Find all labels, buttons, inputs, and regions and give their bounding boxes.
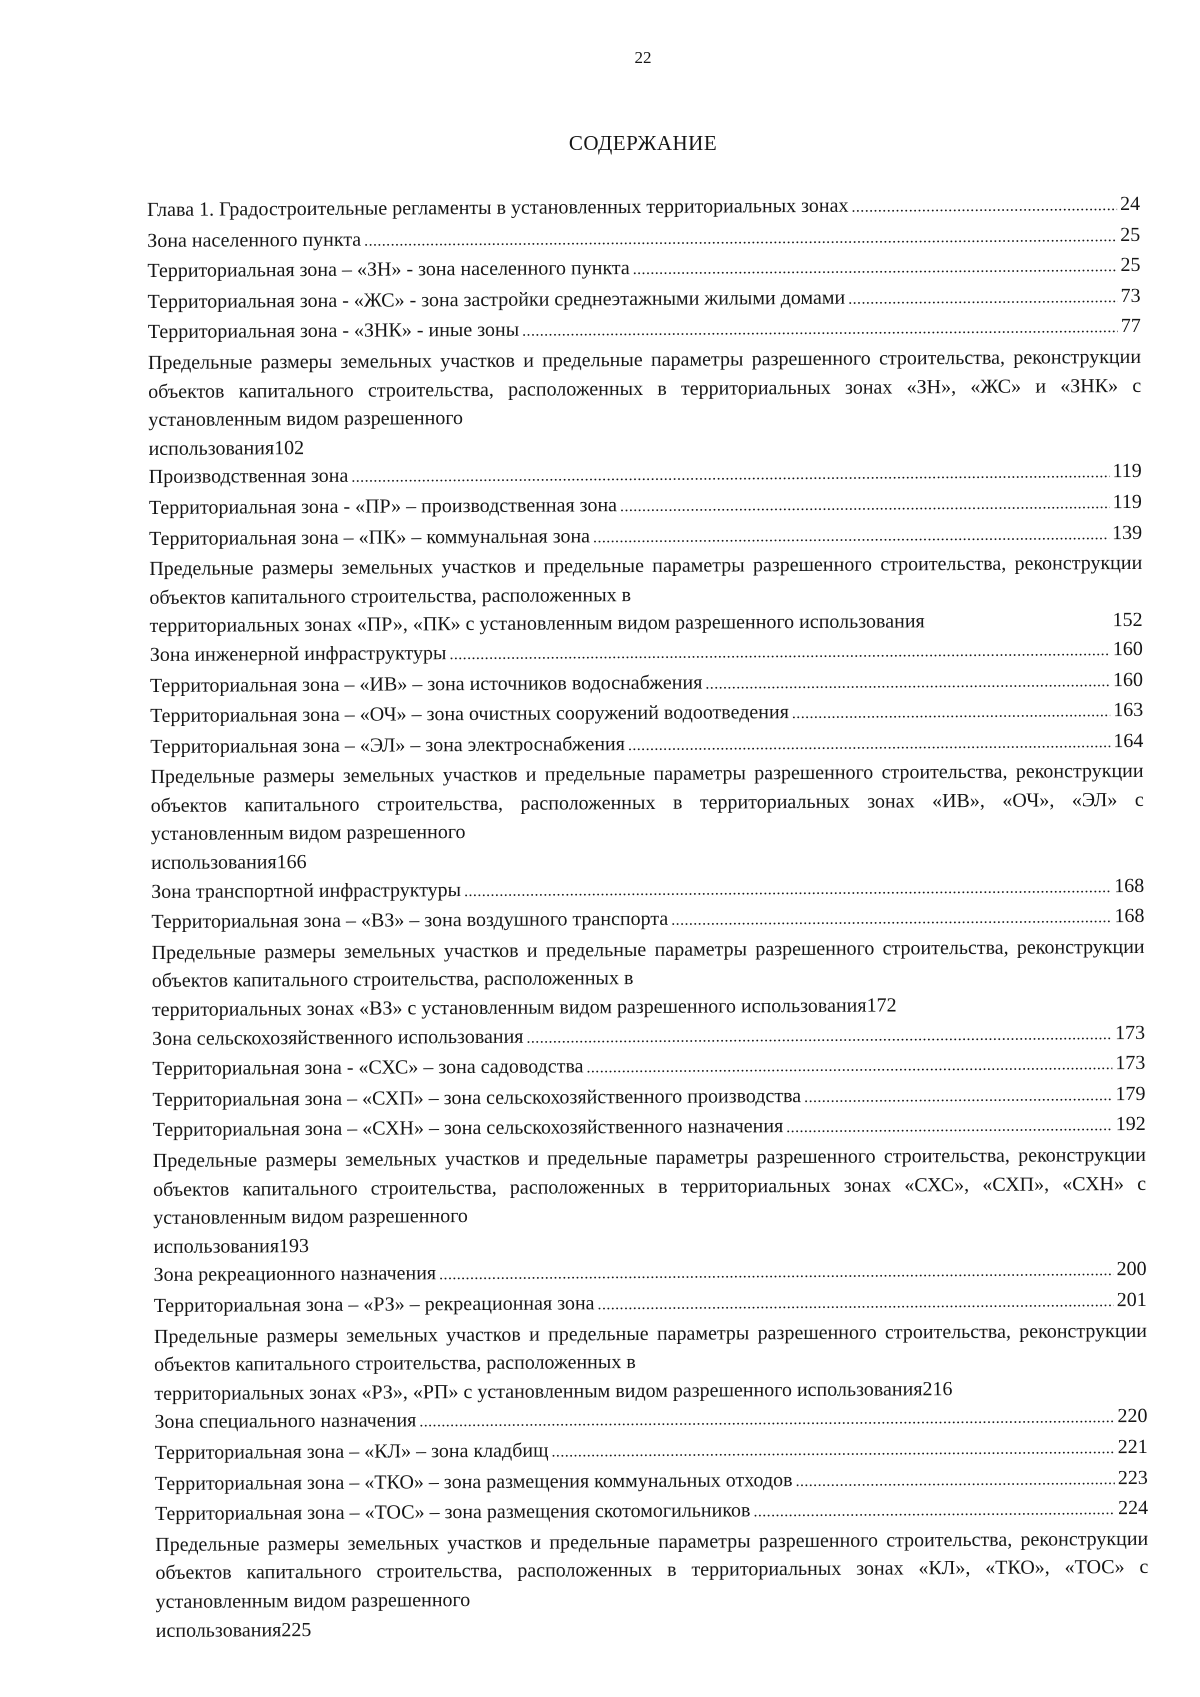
toc-entry <box>149 457 1142 494</box>
toc-entry-title: Глава 1. Градостроительные регламенты в установленных территориальных зонах <box>147 194 849 221</box>
toc-entry-page: 25 <box>1120 254 1141 277</box>
page-number: 22 <box>634 48 652 67</box>
toc-entry-long <box>155 1525 1149 1645</box>
toc-entry-title-end: использования <box>148 436 275 460</box>
toc-entry-page: 179 <box>1115 1082 1146 1105</box>
toc-entry <box>150 696 1143 733</box>
toc-leader-dots <box>439 1257 1114 1290</box>
toc-leader-dots <box>633 253 1118 285</box>
toc-entry-title: Предельные размеры земельных участков и предельные параметры разрешенного строительства, реконструкции объектов капитального строительства, расположенных в <box>153 1319 1148 1377</box>
toc-entry-title: Территориальная зона – «ТКО» – зона размещения коммунальных отходов <box>154 1468 793 1495</box>
toc-entry-title: Территориальная зона – «ИВ» – зона источников водоснабжения <box>149 671 703 697</box>
toc-entry-title: Территориальная зона - «СХС» – зона садоводства <box>152 1055 584 1081</box>
toc-leader-dots <box>628 729 1111 761</box>
toc-entry <box>149 488 1142 525</box>
toc-entry-page: 192 <box>1115 1113 1146 1136</box>
toc-entry-page: 77 <box>1120 315 1141 338</box>
toc-entry-long <box>149 549 1143 641</box>
toc-entry-page: 220 <box>1117 1405 1148 1428</box>
toc-entry-title: Территориальная зона – «СХП» – зона сельскохозяйственного производства <box>152 1084 802 1111</box>
toc-entry-title: Территориальная зона - «ЖС» - зона застройки среднеэтажными жилыми домами <box>147 286 846 313</box>
toc-entry-page: 200 <box>1116 1258 1147 1281</box>
toc-leader-dots <box>593 521 1109 553</box>
toc-title: СОДЕРЖАНИЕ <box>568 131 718 155</box>
toc-entry-title: Территориальная зона – «ОЧ» – зона очистных сооружений водоотведения <box>150 701 789 728</box>
toc-entry-page: 221 <box>1117 1435 1148 1459</box>
toc-entry-title-end: территориальных зонах «ПР», «ПК» с установленным видом разрешенного использования <box>149 610 925 638</box>
toc-entry-title: Территориальная зона - «ЗНК» - иные зоны <box>147 319 520 344</box>
toc-entry <box>150 635 1143 672</box>
toc-entry-page: 164 <box>1113 729 1144 752</box>
toc-leader-dots <box>671 904 1111 935</box>
toc-entry-page: 139 <box>1112 521 1143 544</box>
toc-entry-title-end: территориальных зонах «РЗ», «РП» с установленным видом разрешенного использования <box>154 1378 923 1405</box>
toc-entry-title: Территориальная зона – «РЗ» – рекреационная зона <box>153 1292 595 1317</box>
toc-entry-title-end: использования <box>155 1618 282 1642</box>
toc-entry-long <box>152 933 1146 1025</box>
toc-entry-long <box>154 1316 1148 1408</box>
toc-leader-dots <box>795 1466 1114 1497</box>
toc-entry-page: 172 <box>866 994 897 1017</box>
toc-entry-page: 152 <box>1112 609 1143 632</box>
toc-entry-page: 160 <box>1112 668 1144 691</box>
toc-leader-dots <box>597 1288 1113 1320</box>
toc-entry <box>147 221 1140 258</box>
toc-entry-title: Зона рекреационного назначения <box>153 1262 437 1287</box>
toc-entry-page: 102 <box>274 436 305 459</box>
toc-entry-page: 168 <box>1114 905 1145 928</box>
toc-entry-title-end: использования <box>151 851 277 875</box>
toc-entry-page: 168 <box>1114 874 1145 897</box>
toc-entry-title: Предельные размеры земельных участков и предельные параметры разрешенного строительства, реконструкции объектов капитального строительства, расположенных в <box>149 552 1143 609</box>
toc-entry-title: Предельные размеры земельных участков и предельные параметры разрешенного строительства, реконструкции объектов капитального строительства, расположенных в территориальных зонах «ИВ», «ОЧ», «ЭЛ» с установленным видом разрешенного <box>150 760 1144 846</box>
toc-entry-title-end: использования <box>153 1234 280 1258</box>
toc-entry-title: Производственная зона <box>148 465 349 489</box>
toc-entry-title: Территориальная зона – «КЛ» – зона кладбищ <box>154 1439 549 1464</box>
toc-entry-page: 160 <box>1112 637 1143 661</box>
toc-entry-title: Зона сельскохозяйственного использования <box>152 1025 524 1050</box>
toc-leader-dots <box>804 1082 1113 1112</box>
toc-leader-dots <box>792 698 1110 729</box>
toc-spacer <box>925 626 1113 627</box>
toc-entry-title: Предельные размеры земельных участков и предельные параметры разрешенного строительства, реконструкции объектов капитального строительства, расположенных в территориальных зонах «КЛ», «ТКО», «ТОС» с установленным видом разрешенного <box>155 1527 1149 1613</box>
toc-entry-title: Зона инженерной инфраструктуры <box>149 642 447 666</box>
toc-entry <box>155 1433 1148 1470</box>
toc-entry-title: Территориальная зона – «СХН» – зона сельскохозяйственного назначения <box>152 1115 784 1142</box>
toc-entry-long <box>153 1141 1147 1261</box>
toc-entry-long <box>148 343 1142 463</box>
toc-entry <box>152 1049 1145 1086</box>
toc-entry-title: Зона транспортной инфраструктуры <box>151 878 462 903</box>
toc-entry-title: Зона населенного пункта <box>147 228 362 252</box>
toc-leader-dots <box>705 668 1110 699</box>
toc-entry-page: 173 <box>1115 1052 1146 1075</box>
toc-entry-title: Территориальная зона – «ЭЛ» – зона электроснабжения <box>150 732 626 758</box>
toc-entry-page: 216 <box>922 1377 953 1401</box>
toc-leader-dots <box>551 1435 1114 1467</box>
toc-entry <box>147 251 1140 288</box>
toc-entry <box>151 872 1144 909</box>
toc-leader-dots <box>522 314 1118 346</box>
toc-entry-title: Территориальная зона – «ЗН» - зона населенного пункта <box>147 257 630 283</box>
toc-entry-page: 223 <box>1117 1466 1148 1489</box>
toc-entry-title: Зона специального назначения <box>154 1409 417 1434</box>
toc-entry <box>154 1402 1147 1439</box>
toc-entry-page: 224 <box>1117 1497 1149 1520</box>
toc-entry-title: Предельные размеры земельных участков и предельные параметры разрешенного строительства, реконструкции объектов капитального строительства, расположенных в территориальных зонах «ЗН», «ЖС» и «ЗНК» с установленным видом разрешенного <box>147 345 1142 432</box>
toc-entry <box>152 1080 1145 1117</box>
toc-entry-title-end: территориальных зонах «ВЗ» с установленным видом разрешенного использования <box>151 994 867 1022</box>
toc-entry-title: Территориальная зона – «ПК» – коммунальная зона <box>149 524 591 550</box>
toc-entry-page: 201 <box>1116 1288 1147 1312</box>
toc-entry-title: Территориальная зона – «ВЗ» – зона воздушного транспорта <box>151 908 669 934</box>
toc-entry-title: Предельные размеры земельных участков и предельные параметры разрешенного строительства, реконструкции объектов капитального строительства, расположенных в <box>151 935 1145 993</box>
toc-leader-dots <box>364 223 1117 256</box>
toc-leader-dots <box>464 874 1111 907</box>
toc-entry <box>155 1463 1148 1500</box>
toc-entry-last-line <box>156 1610 1149 1645</box>
toc-entry-page: 163 <box>1113 699 1144 722</box>
toc-entry-page: 73 <box>1120 284 1141 307</box>
toc-leader-dots <box>586 1051 1112 1083</box>
toc-leader-dots <box>351 459 1109 492</box>
toc-entry-page: 25 <box>1120 223 1141 246</box>
toc-leader-dots <box>753 1496 1115 1527</box>
toc-entry-page: 24 <box>1120 192 1141 216</box>
toc-entry-page: 119 <box>1112 460 1142 483</box>
toc-leader-dots <box>620 490 1110 522</box>
toc-entry <box>148 282 1141 319</box>
toc-leader-dots <box>786 1113 1113 1144</box>
toc-leader-dots <box>526 1021 1112 1053</box>
toc-entry-title: Территориальная зона - «ПР» – производственная зона <box>148 494 618 519</box>
toc-leader-dots <box>848 284 1118 314</box>
toc-entry-long <box>150 757 1144 877</box>
toc-entry-title: Территориальная зона – «ТОС» – зона размещения скотомогильников <box>154 1499 751 1526</box>
toc-leader-dots <box>449 637 1110 670</box>
toc-entry-page: 119 <box>1112 490 1142 514</box>
toc-entry-title: Предельные размеры земельных участков и предельные параметры разрешенного строительства, реконструкции объектов капитального строительства, расположенных в территориальных зонах «СХС», «СХП», «СХН» с установленным видом разрешенного <box>152 1143 1147 1230</box>
toc-leader-dots <box>419 1404 1114 1437</box>
table-of-contents <box>147 190 1149 1645</box>
toc-entry-page: 166 <box>276 851 307 874</box>
toc-entry <box>154 1255 1147 1292</box>
toc-entry <box>147 190 1140 227</box>
toc-leader-dots <box>851 192 1117 222</box>
toc-entry-page: 225 <box>281 1618 312 1641</box>
toc-entry-page: 193 <box>278 1234 310 1257</box>
toc-entry <box>152 1019 1145 1056</box>
toc-entry-page: 173 <box>1115 1021 1146 1044</box>
toc-entry <box>150 665 1143 702</box>
